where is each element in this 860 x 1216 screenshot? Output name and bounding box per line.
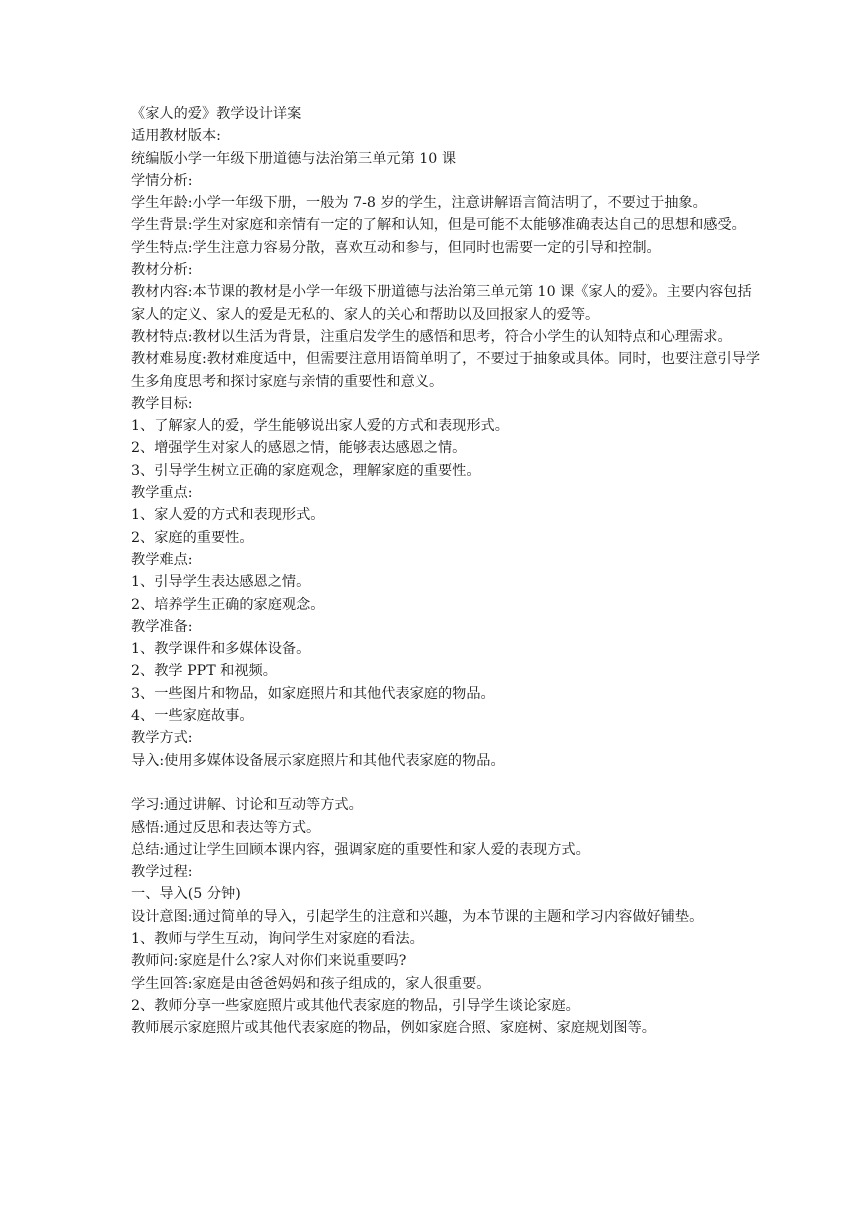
text-line: 教学难点:: [131, 551, 193, 568]
text-line: 教学方式:: [131, 730, 193, 747]
text-line: 教学目标:: [131, 395, 193, 412]
text-line: 1、教学课件和多媒体设备。: [131, 641, 311, 658]
text-line: 教师问:家庭是什么?家人对你们来说重要吗?: [131, 953, 407, 970]
text-line: 统编版小学一年级下册道德与法治第三单元第 10 课: [131, 150, 457, 167]
text-line: 4、一些家庭故事。: [131, 708, 254, 725]
text-paragraph: 教材难易度:教材难度适中，但需要注意用语简单明了，不要过于抽象或具体。同时，也要注意引导学生多角度思考和探讨家庭与亲情的重要性和意义。: [131, 351, 761, 390]
text-line: 教学准备:: [131, 618, 193, 635]
text-line: 一、导入(5 分钟): [131, 886, 241, 903]
text-line: 1、了解家人的爱，学生能够说出家人爱的方式和表现形式。: [131, 418, 509, 435]
text-line: 学生特点:学生注意力容易分散，喜欢互动和参与，但同时也需要一定的引导和控制。: [131, 239, 661, 256]
text-line: 2、家庭的重要性。: [131, 529, 254, 546]
text-line: 3、一些图片和物品，如家庭照片和其他代表家庭的物品。: [131, 685, 495, 702]
text-line: 学习:通过讲解、讨论和互动等方式。: [131, 797, 363, 814]
text-line: 教学重点:: [131, 485, 193, 502]
text-line: 设计意图:通过简单的导入，引起学生的注意和兴趣，为本节课的主题和学习内容做好铺垫。: [131, 908, 704, 925]
document-body: [131, 125, 771, 1039]
text-line: 教师展示家庭照片或其他代表家庭的物品，例如家庭合照、家庭树、家庭规划图等。: [131, 1020, 656, 1037]
text-line: 感悟:通过反思和表达等方式。: [131, 819, 321, 836]
text-line: 学情分析:: [131, 172, 193, 189]
text-line: 总结:通过让学生回顾本课内容，强调家庭的重要性和家人爱的表现方式。: [131, 841, 590, 858]
text-line: 2、教学 PPT 和视频。: [131, 663, 277, 680]
text-line: 2、增强学生对家人的感恩之情，能够表达感恩之情。: [131, 440, 467, 457]
document-title: 《家人的爱》教学设计详案: [131, 106, 302, 122]
text-line: 学生回答:家庭是由爸爸妈妈和孩子组成的，家人很重要。: [131, 975, 491, 992]
text-paragraph: 学生背景:学生对家庭和亲情有一定的了解和认知，但是可能不太能够准确表达自己的思想和感受。: [131, 217, 746, 234]
text-line: 教学过程:: [131, 864, 193, 881]
text-line: 教材分析:: [131, 262, 193, 279]
text-line: 学生年龄:小学一年级下册，一般为 7-8 岁的学生，注意讲解语言简洁明了，不要过于抽象。: [131, 195, 707, 212]
text-line: 适用教材版本:: [131, 128, 221, 145]
text-line: 1、引导学生表达感恩之情。: [131, 574, 311, 591]
text-paragraph: 教材内容:本节课的教材是小学一年级下册道德与法治第三单元第 10 课《家人的爱》。主要内容包括家人的定义、家人的爱是无私的、家人的关心和帮助以及回报家人的爱等。: [131, 284, 752, 323]
text-line: 2、教师分享一些家庭照片或其他代表家庭的物品，引导学生谈论家庭。: [131, 997, 580, 1014]
text-line: 1、教师与学生互动，询问学生对家庭的看法。: [131, 930, 424, 947]
text-line: 3、引导学生树立正确的家庭观念，理解家庭的重要性。: [131, 462, 481, 479]
text-paragraph: 教材特点:教材以生活为背景，注重启发学生的感悟和思考，符合小学生的认知特点和心理需求。: [131, 328, 732, 345]
text-line: 2、培养学生正确的家庭观念。: [131, 596, 325, 613]
blank-line: [131, 772, 771, 794]
text-line: 导入:使用多媒体设备展示家庭照片和其他代表家庭的物品。: [131, 752, 505, 769]
document-page: [131, 103, 771, 1039]
text-line: 1、家人爱的方式和表现形式。: [131, 507, 325, 524]
